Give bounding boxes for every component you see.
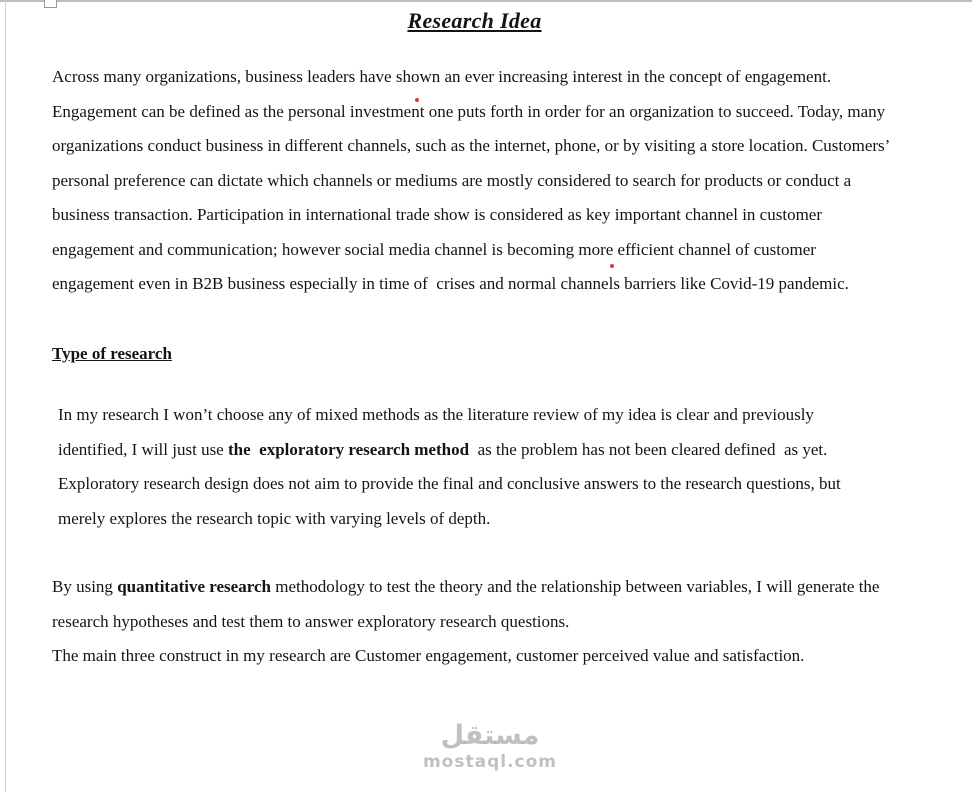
- quant-bold-phrase: quantitative research: [117, 577, 271, 596]
- top-border-line: [0, 0, 972, 2]
- methods-paragraph: [52, 398, 882, 536]
- quant-text-lead: By using: [52, 577, 118, 596]
- watermark-arabic-text: مستقل: [440, 720, 540, 751]
- methods-text-tail: as the problem has not been cleared defined as yet. Exploratory research design does not aim to provide the final and conclusive answers to the research questions, but merely explores the research topic with varying levels of depth.: [58, 439, 845, 528]
- quant-text-tail: methodology to test the theory and the relationship between variables, I will generate the research hypotheses and test them to answer exploratory research questions.: [52, 577, 884, 631]
- constructs-paragraph: The main three construct in my research are Customer engagement, customer perceived value and satisfaction.: [52, 646, 805, 665]
- watermark-domain-text: mostaql.com: [422, 752, 558, 772]
- methods-bold-phrase: the exploratory research method: [227, 439, 470, 459]
- quantitative-paragraph: [52, 570, 897, 639]
- section-heading: Type of research: [52, 343, 172, 363]
- annotation-dot-icon: [415, 98, 419, 102]
- methods-text-lead: In my research I won’t choose any of mixed methods as the literature review of my idea is clear and previously identified, I will just use: [58, 405, 819, 459]
- document-title: Research Idea: [407, 8, 542, 33]
- left-border-line: [5, 0, 6, 792]
- document-content: [52, 6, 897, 674]
- annotation-dot-icon: [610, 264, 614, 268]
- intro-paragraph: Across many organizations, business leaders have shown an ever increasing interest in the concept of engagement. Engagement can be defined as the personal investment one puts forth in order for an organization to succeed. Today, many organizations conduct business in different channels, such as the internet, phone, or by visiting a store location. Customers’ personal preference can dictate which channels or mediums are mostly considered to search for products or conduct a business transaction. Participation in international trade show is considered as key important channel in customer engagement and communication; however social media channel is becoming more efficient channel of customer engagement even in B2B business especially in time of crises and normal channels barriers like Covid-19 pandemic.: [52, 67, 894, 293]
- watermark: [398, 720, 582, 773]
